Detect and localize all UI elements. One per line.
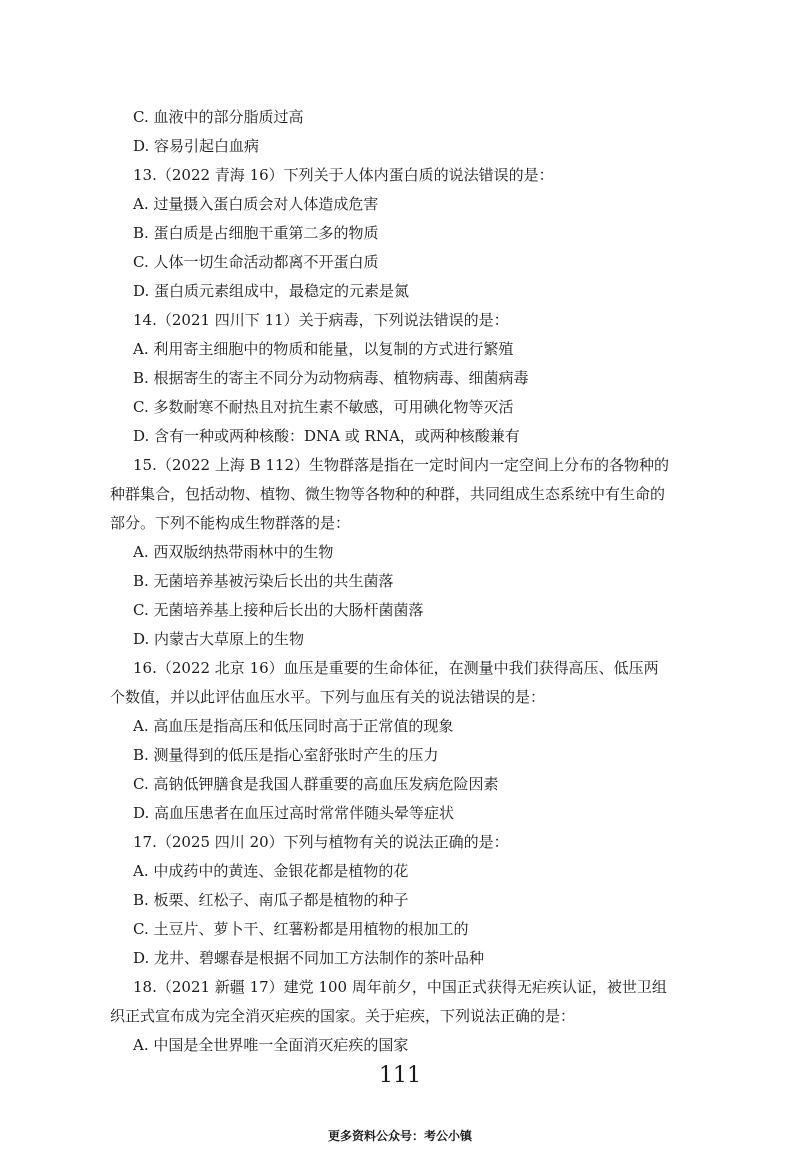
option-d: D. 含有一种或两种核酸：DNA 或 RNA，或两种核酸兼有 [133,427,520,445]
option-d: D. 龙井、碧螺春是根据不同加工方法制作的茶叶品种 [133,949,485,967]
option-d: D. 容易引起白血病 [133,137,260,155]
question-13: 13.（2022 青海 16）下列关于人体内蛋白质的说法错误的是： [133,166,554,184]
option-c: C. 人体一切生命活动都离不开蛋白质 [133,253,379,271]
option-b: B. 根据寄生的寄主不同分为动物病毒、植物病毒、细菌病毒 [133,369,529,387]
option-b: B. 蛋白质是占细胞干重第二多的物质 [133,224,379,242]
option-d: D. 内蒙古大草原上的生物 [133,630,305,648]
option-a: A. 过量摄入蛋白质会对人体造成危害 [133,195,379,213]
question-14: 14.（2021 四川下 11）关于病毒，下列说法错误的是： [133,311,509,329]
page-number: 111 [379,1063,421,1088]
question-16: 16.（2022 北京 16）血压是重要的生命体征，在测量中我们获得高压、低压两 [133,659,659,677]
question-16-continued: 个数值，并以此评估血压水平。下列与血压有关的说法错误的是： [110,688,546,706]
option-b: B. 板栗、红松子、南瓜子都是植物的种子 [133,891,409,909]
option-a: A. 中国是全世界唯一全面消灭疟疾的国家 [133,1036,409,1054]
option-a: A. 高血压是指高压和低压同时高于正常值的现象 [133,717,454,735]
option-a: A. 中成药中的黄连、金银花都是植物的花 [133,862,409,880]
option-c: C. 土豆片、萝卜干、红薯粉都是用植物的根加工的 [133,920,469,938]
question-18: 18.（2021 新疆 17）建党 100 周年前夕，中国正式获得无疟疾认证，被世卫组 [133,978,667,996]
question-17: 17.（2025 四川 20）下列与植物有关的说法正确的是： [133,833,509,851]
question-18-continued: 织正式宣布成为完全消灭疟疾的国家。关于疟疾，下列说法正确的是： [110,1007,576,1025]
question-15-continued: 部分。下列不能构成生物群落的是： [110,514,351,532]
question-15: 15.（2022 上海 B 112）生物群落是指在一定时间内一定空间上分布的各物种的 [133,456,669,474]
option-b: B. 测量得到的低压是指心室舒张时产生的压力 [133,746,439,764]
option-b: B. 无菌培养基被污染后长出的共生菌落 [133,572,394,590]
question-15-continued: 种群集合，包括动物、植物、微生物等各物种的种群，共同组成生态系统中有生命的 [110,485,666,503]
option-d: D. 高血压患者在血压过高时常常伴随头晕等症状 [133,804,455,822]
option-a: A. 利用寄主细胞中的物质和能量，以复制的方式进行繁殖 [133,340,514,358]
option-d: D. 蛋白质元素组成中，最稳定的元素是氮 [133,282,410,300]
option-c: C. 多数耐寒不耐热且对抗生素不敏感，可用碘化物等灭活 [133,398,514,416]
option-c: C. 高钠低钾膳食是我国人群重要的高血压发病危险因素 [133,775,499,793]
option-c: C. 血液中的部分脂质过高 [133,108,304,126]
option-c: C. 无菌培养基上接种后长出的大肠杆菌菌落 [133,601,424,619]
option-a: A. 西双版纳热带雨林中的生物 [133,543,334,561]
footer-source: 更多资料公众号：考公小镇 [327,1129,472,1143]
